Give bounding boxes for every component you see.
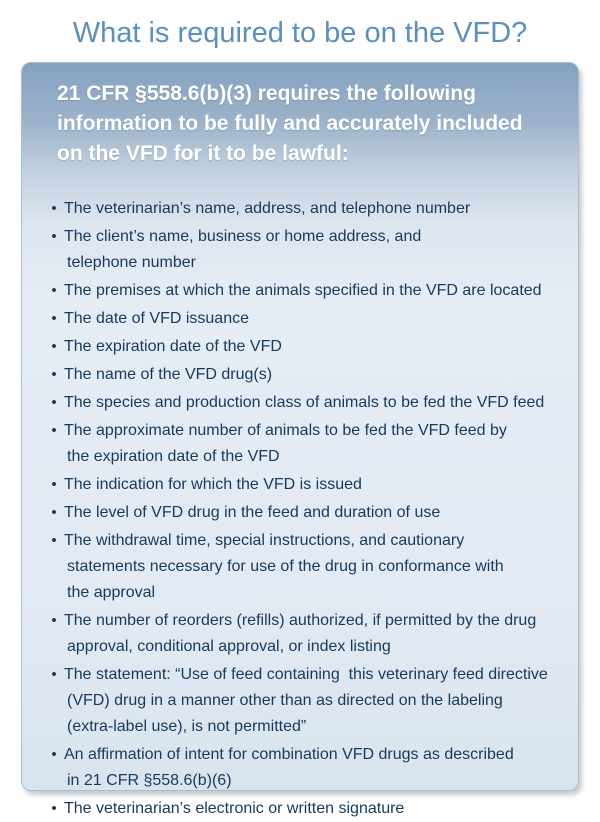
list-item	[44, 472, 562, 498]
list-item-line: The number of reorders (refills) authorized, if permitted by the drug	[64, 612, 537, 629]
list-item-line: The approximate number of animals to be fed the VFD feed by	[64, 422, 507, 439]
list-item-line: (VFD) drug in a manner other than as directed on the labeling	[67, 692, 503, 709]
slide	[0, 17, 600, 817]
card-header-line: information to be fully and accurately included	[57, 112, 523, 135]
list-item-text	[64, 278, 562, 304]
bullet-icon: •	[51, 228, 57, 245]
list-item	[44, 334, 562, 360]
list-item-text	[64, 196, 562, 222]
bullet-icon: •	[51, 282, 57, 299]
list-item-line: The indication for which the VFD is issued	[64, 476, 362, 493]
list-item-line: approval, conditional approval, or index listing	[67, 638, 391, 655]
bullet-icon: •	[51, 366, 57, 383]
list-item-text	[64, 662, 562, 740]
list-item-text	[64, 742, 562, 794]
bullet-icon: •	[51, 532, 57, 549]
list-item-text	[64, 472, 562, 498]
list-item-line: the expiration date of the VFD	[67, 448, 280, 465]
list-item-text	[64, 528, 562, 606]
list-item	[44, 608, 562, 660]
bullet-icon: •	[51, 504, 57, 521]
bullet-icon: •	[51, 666, 57, 683]
list-item-line: The species and production class of animals to be fed the VFD feed	[64, 394, 545, 411]
list-item-text	[64, 608, 562, 660]
list-item	[44, 306, 562, 332]
card-header-line: 21 CFR §558.6(b)(3) requires the following	[57, 82, 476, 105]
list-item-line: An affirmation of intent for combination VFD drugs as described	[64, 746, 514, 763]
list-item-line: The statement: “Use of feed containing this veterinary feed directive	[64, 666, 548, 683]
bullet-icon: •	[51, 422, 57, 439]
list-item	[44, 418, 562, 470]
list-item	[44, 742, 562, 794]
list-item-line: The veterinarian’s name, address, and telephone number	[64, 200, 471, 217]
bullet-icon: •	[51, 800, 57, 817]
list-item-text	[64, 362, 562, 388]
list-item-line: the approval	[67, 584, 156, 601]
list-item-line: The client’s name, business or home address, and	[64, 228, 422, 245]
list-item-line: The premises at which the animals specified in the VFD are located	[64, 282, 542, 299]
card-header	[22, 63, 578, 169]
list-item-text	[64, 224, 562, 276]
list-item-text	[64, 390, 562, 416]
list-item-text	[64, 306, 562, 332]
list-item-line: The name of the VFD drug(s)	[64, 366, 273, 383]
bullet-icon: •	[51, 338, 57, 355]
list-item	[44, 528, 562, 606]
list-item-line: telephone number	[67, 254, 196, 271]
page-title: What is required to be on the VFD?	[72, 17, 528, 49]
list-item-text	[64, 500, 562, 526]
list-item	[44, 500, 562, 526]
list-item	[44, 390, 562, 416]
bullet-icon: •	[51, 612, 57, 629]
list-item	[44, 662, 562, 740]
list-item-line: The withdrawal time, special instructions, and cautionary	[64, 532, 465, 549]
list-item-line: The veterinarian’s electronic or written signature	[64, 800, 405, 817]
list-item-line: in 21 CFR §558.6(b)(6)	[67, 772, 232, 789]
list-item-text	[64, 418, 562, 470]
list-item	[44, 196, 562, 222]
bullet-icon: •	[51, 476, 57, 493]
list-item-line: The level of VFD drug in the feed and duration of use	[64, 504, 441, 521]
requirements-list	[22, 169, 578, 822]
bullet-icon: •	[51, 200, 57, 217]
list-item-text	[64, 334, 562, 360]
bullet-icon: •	[51, 394, 57, 411]
list-item-line: (extra-label use), is not permitted”	[67, 718, 307, 735]
list-item	[44, 362, 562, 388]
bullet-icon: •	[51, 746, 57, 763]
card-header-line: on the VFD for it to be lawful:	[57, 142, 349, 165]
list-item-line: The date of VFD issuance	[64, 310, 249, 327]
bullet-icon: •	[51, 310, 57, 327]
list-item	[44, 278, 562, 304]
list-item-line: statements necessary for use of the drug in conformance with	[67, 558, 504, 575]
list-item	[44, 224, 562, 276]
list-item-line: The expiration date of the VFD	[64, 338, 282, 355]
vfd-requirements-card	[21, 62, 579, 817]
